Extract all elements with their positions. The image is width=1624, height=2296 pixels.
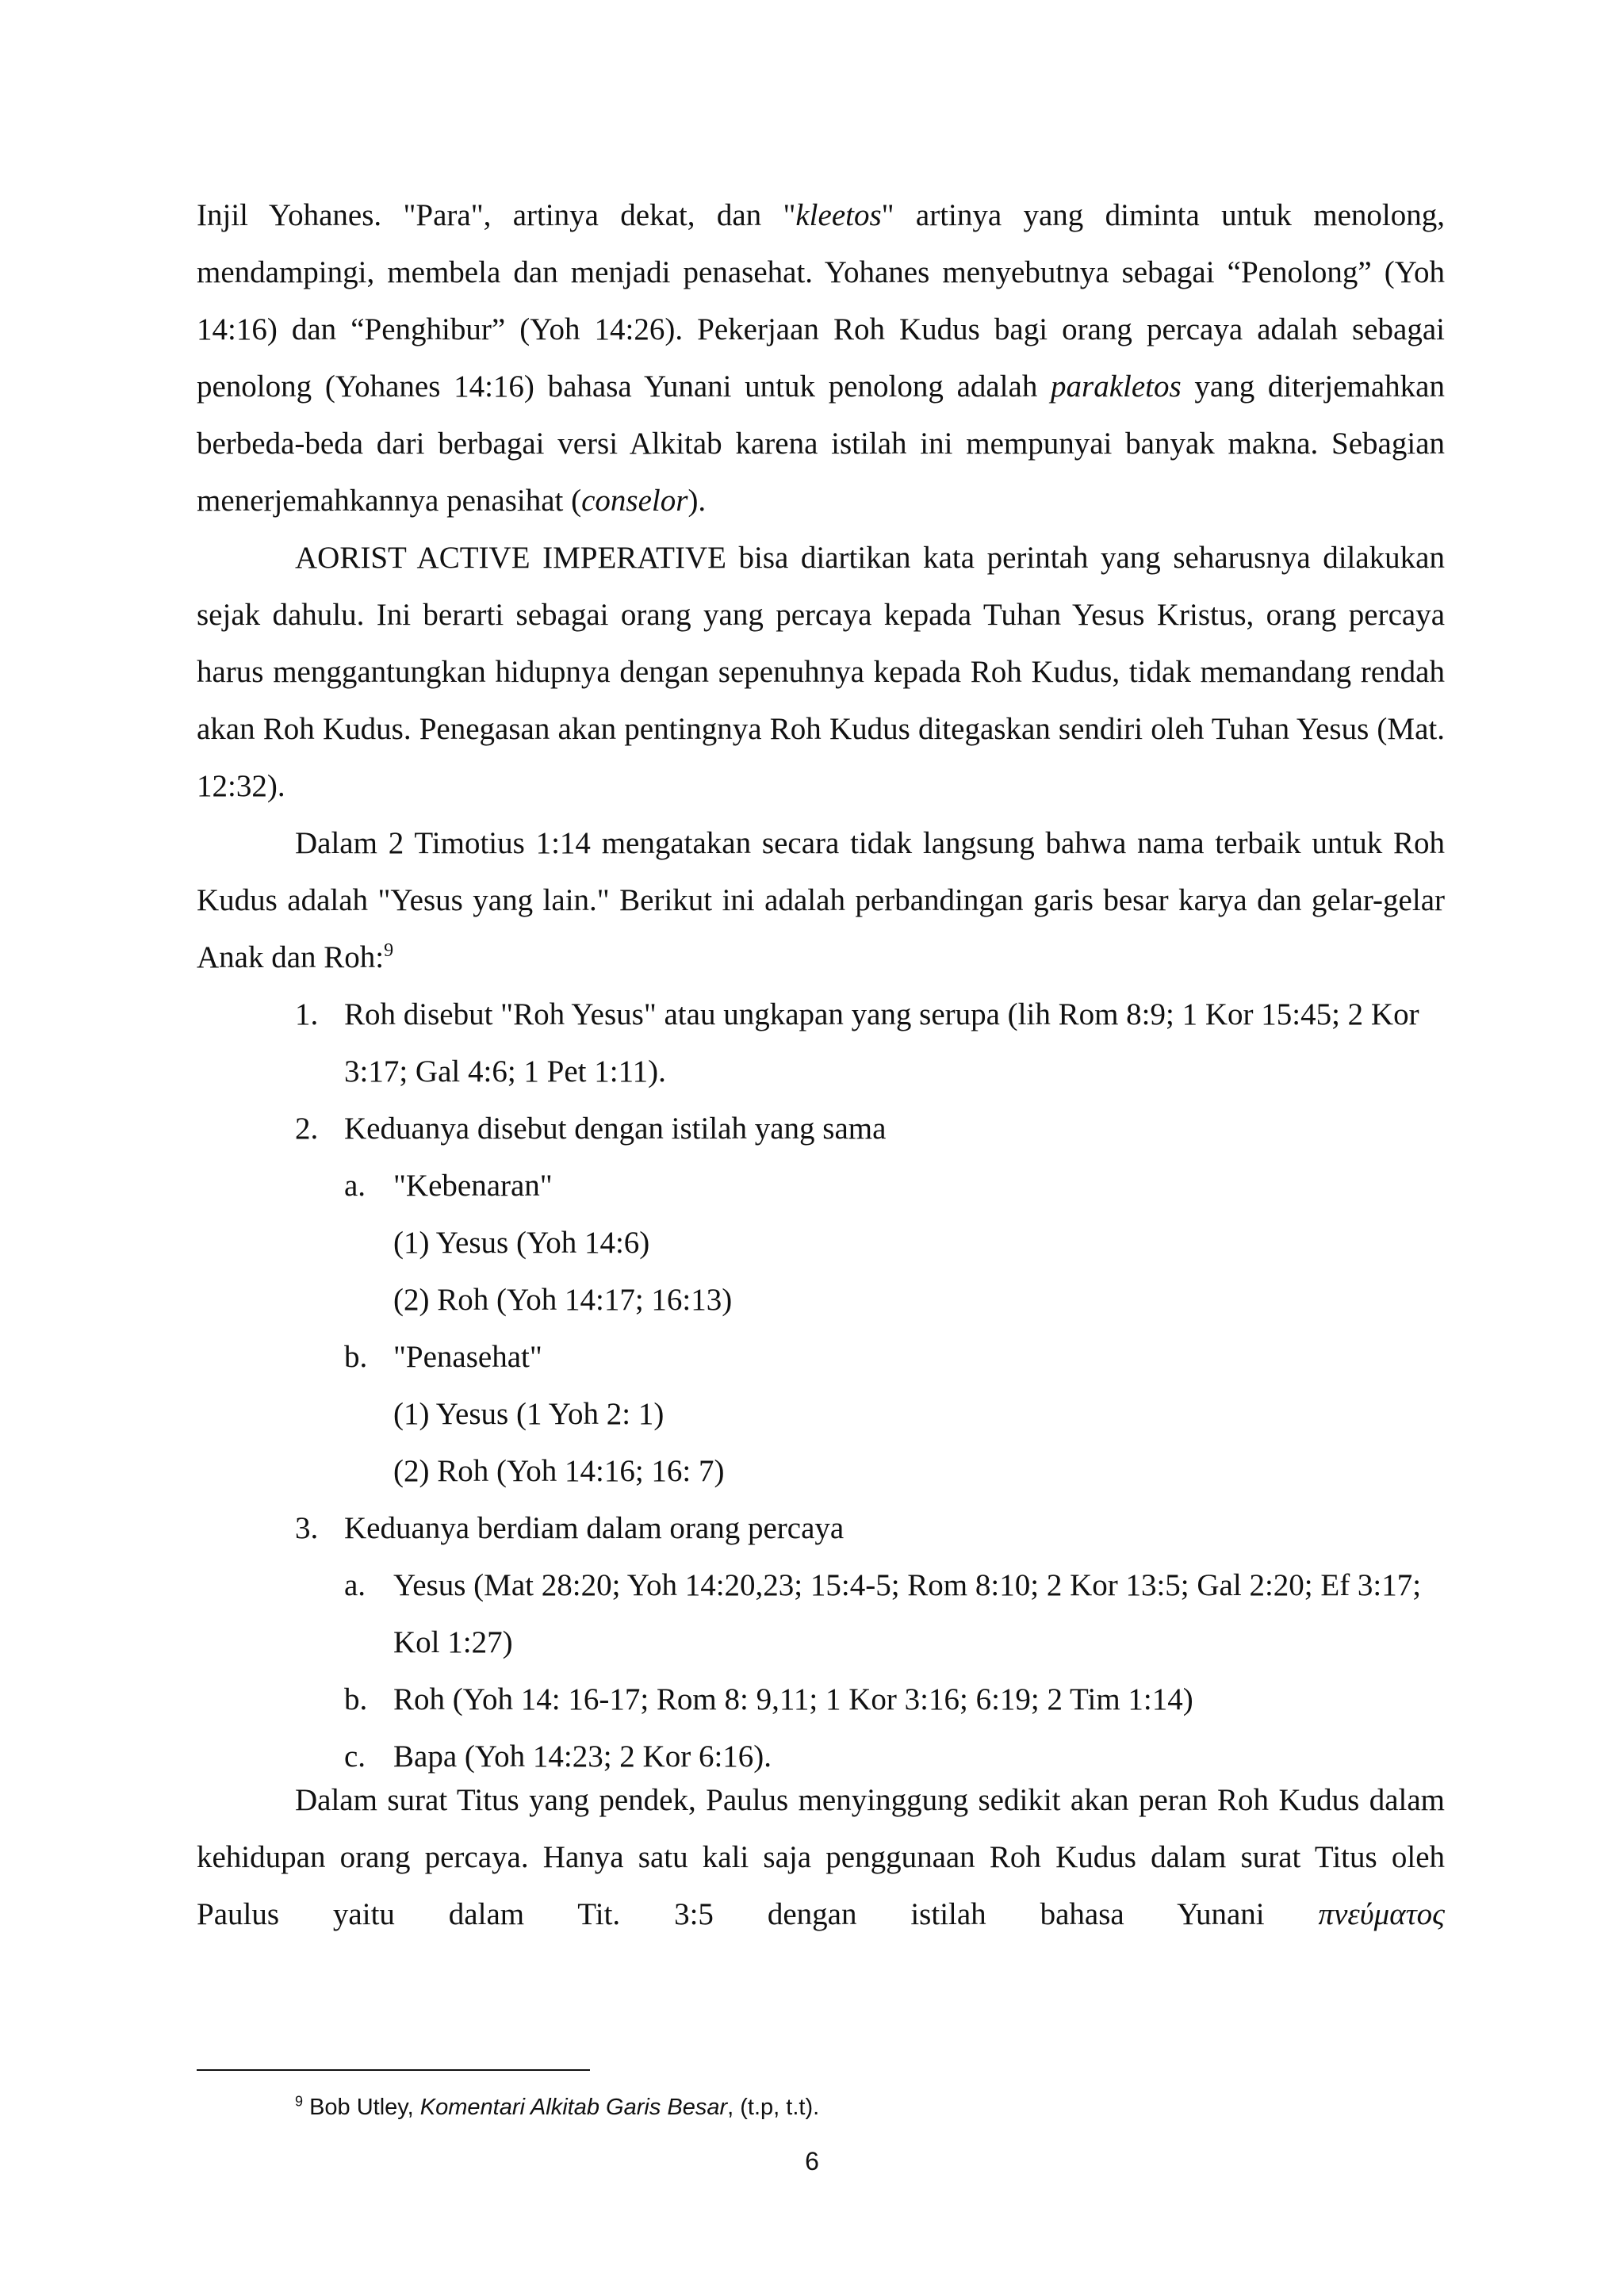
footnote-ref[interactable]: 9 [384,940,394,961]
list-marker: b. [344,1682,368,1716]
term-kleetos: kleetos [795,198,882,232]
list-marker: b. [344,1340,368,1374]
list-item: 1. Roh disebut "Roh Yesus" atau ungkapan yang serupa (lih Rom 8:9; 1 Kor 15:45; 2 Kor 3:17; Gal 4:6; 1 Pet 1:11). [197,986,1445,1100]
paragraph-4-text: Dalam surat Titus yang pendek, Paulus menyinggung sedikit akan peran Roh Kudus dalam kehidupan orang percaya. Hanya satu kali saja penggunaan Roh Kudus dalam surat Titus oleh Paulus yaitu dalam Tit. 3:5 dengan istilah bahasa Yunani πνεύματος [197,1783,1445,1931]
paragraph-2-text: AORIST ACTIVE IMPERATIVE bisa diartikan kata perintah yang seharusnya dilakukan sejak dahulu. Ini berarti sebagai orang yang percaya kepada Tuhan Yesus Kristus, orang percaya harus menggantungkan hidupnya dengan sepenuhnya kepada Roh Kudus, tidak memandang rendah akan Roh Kudus. Penegasan akan pentingnya Roh Kudus ditegaskan sendiri oleh Tuhan Yesus (Mat. 12:32). [197,541,1445,803]
paragraph-4 [197,1772,1445,1943]
term-conselor: conselor [581,484,688,518]
footnote-divider [197,2069,590,2071]
footnote: $^9$ Bob Utley, Komentari Alkitab Garis Besar, (t.p, t.t). [295,2093,820,2120]
footnote-number: 9 [295,2093,304,2110]
list-marker: 2. [295,1112,319,1146]
list-marker: 1. [295,997,319,1031]
paragraph-2 [197,530,1445,815]
page-number: 6 [805,2147,819,2175]
term-parakletos: parakletos [1051,369,1182,404]
paragraph-1-text: Injil Yohanes. "Para", artinya dekat, dan "kleetos" artinya yang diminta untuk menolong, mendampingi, membela dan menjadi penasehat. Yohanes menyebutnya sebagai “Penolong” (Yoh 14:16) dan “Penghibur” (Yoh 14:26). Pekerjaan Roh Kudus bagi orang percaya adalah sebagai penolong (Yohanes 14:16) bahasa Yunani untuk penolong adalah parakletos yang diterjemahkan berbeda-beda dari berbagai versi Alkitab karena istilah ini mempunyai banyak makna. Sebagian menerjemahkannya penasihat (conselor). [197,198,1445,518]
greek-term: πνεύματος [1318,1897,1445,1931]
list-item: b. Roh (Yoh 14: 16-17; Rom 8: 9,11; 1 Kor 3:16; 6:19; 2 Tim 1:14) [197,1671,1445,1728]
comparison-list [197,986,1445,1785]
list-item: 3. Keduanya berdiam dalam orang percaya [197,1500,1445,1557]
list-marker: a. [344,1169,366,1203]
list-item: c. Bapa (Yoh 14:23; 2 Kor 6:16). [197,1728,1445,1785]
paragraph-3-text: Dalam 2 Timotius 1:14 mengatakan secara tidak langsung bahwa nama terbaik untuk Roh Kudus adalah "Yesus yang lain." Berikut ini adalah perbandingan garis besar karya dan gelar-gelar Anak dan Roh:$^9$ [197,826,1445,974]
list-item: a. Yesus (Mat 28:20; Yoh 14:20,23; 15:4-5; Rom 8:10; 2 Kor 13:5; Gal 2:20; Ef 3:17; Kol 1:27) [197,1557,1445,1671]
list-item: (2) Roh (Yoh 14:17; 16:13) [393,1283,733,1317]
list-item: a. "Kebenaran" [197,1158,1445,1215]
list-marker: c. [344,1739,366,1774]
list-item: 2. Keduanya disebut dengan istilah yang sama [197,1100,1445,1158]
paragraph-3 [197,815,1445,986]
footnote-title: Komentari Alkitab Garis Besar [419,2095,728,2120]
list-item: (1) Yesus (1 Yoh 2: 1) [393,1397,665,1431]
paragraph-1 [197,187,1445,530]
list-item: b. "Penasehat" [197,1329,1445,1386]
list-marker: 3. [295,1511,319,1545]
list-marker: a. [344,1568,366,1602]
list-item: (2) Roh (Yoh 14:16; 16: 7) [393,1454,725,1488]
list-item: (1) Yesus (Yoh 14:6) [393,1226,650,1260]
